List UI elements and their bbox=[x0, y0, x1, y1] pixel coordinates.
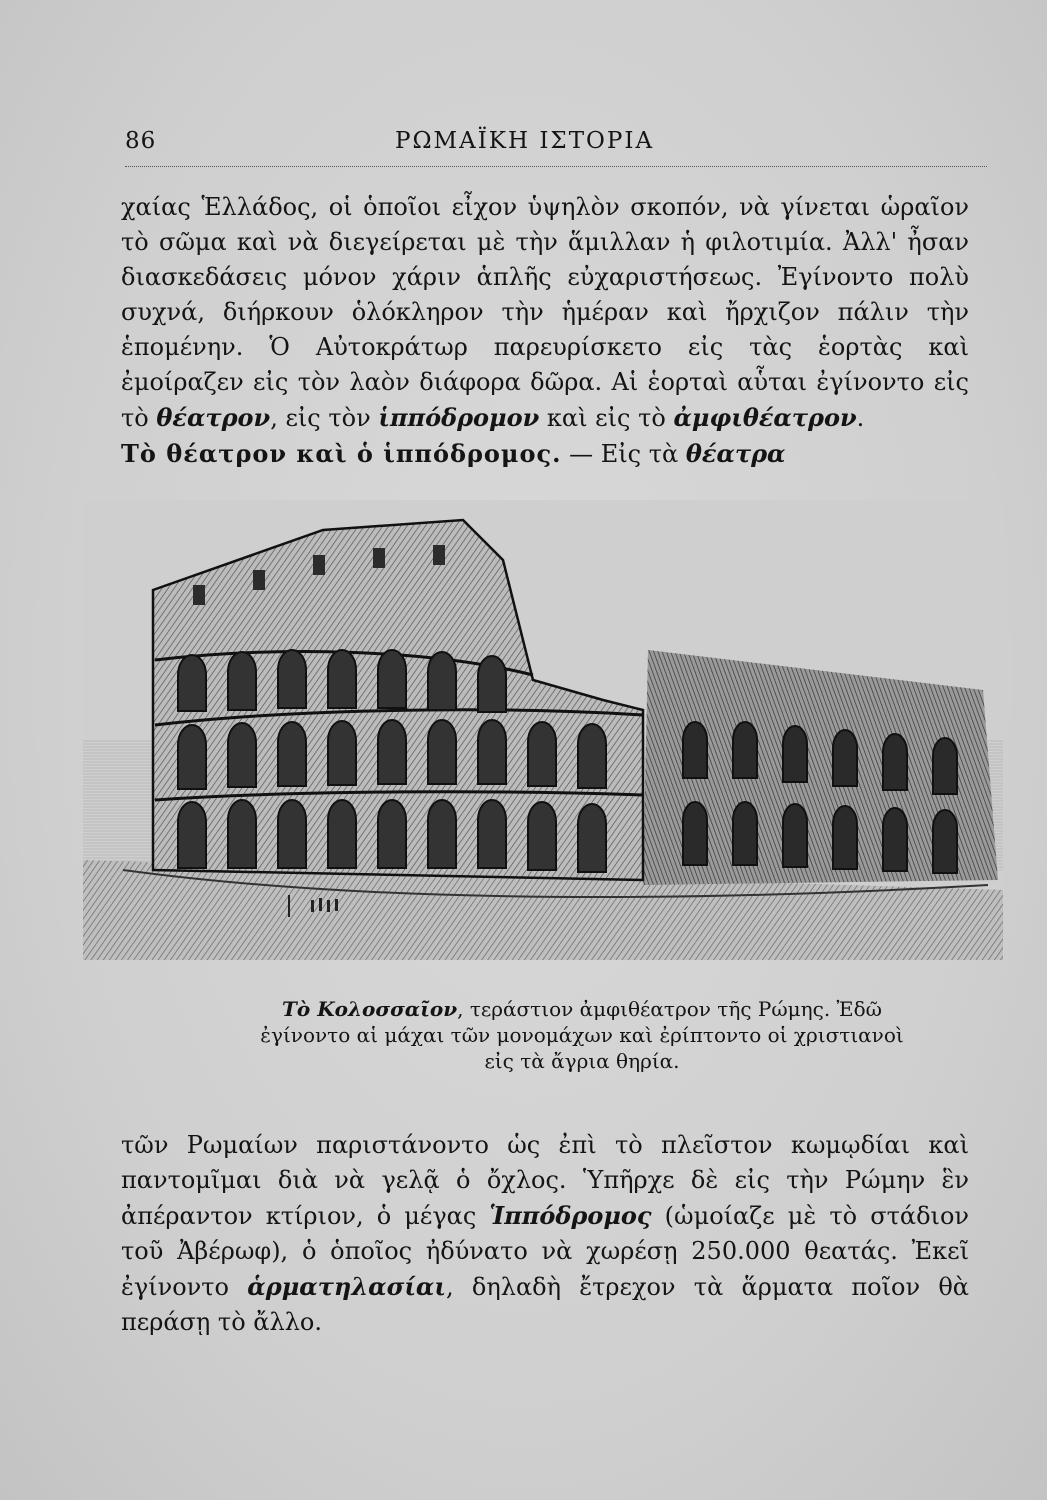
paragraph-theatre bbox=[121, 436, 969, 472]
figure-caption bbox=[252, 996, 912, 1074]
running-title: ΡΩΜΑΪΚΗ ΙΣΤΟΡΙΑ bbox=[395, 128, 655, 154]
colosseum-engraving bbox=[83, 500, 1003, 960]
paragraph-hippodrome bbox=[121, 1128, 969, 1340]
text-run: καὶ εἰς τὸ bbox=[539, 404, 674, 432]
text-run: , εἰς τὸν bbox=[270, 404, 379, 432]
colosseum-illustration bbox=[83, 500, 1003, 960]
page-number: 86 bbox=[125, 128, 157, 154]
upper-body-text bbox=[121, 190, 969, 472]
paragraph-festivals bbox=[121, 190, 969, 436]
text-run: — Εἰς τὰ bbox=[569, 440, 686, 468]
term-theatron: θέατρον bbox=[156, 403, 271, 432]
text-run: χαίας Ἑλλάδος, οἱ ὁποῖοι εἶχον ὑψηλὸν σκοπόν, νὰ γίνεται ὡραῖον τὸ σῶμα καὶ νὰ διεγείρεται μὲ τὴν ἅμιλλαν ἡ φιλοτιμία. Ἀλλ' ἦσαν διασκεδάσεις μόνον χάριν ἁπλῆς εὐχαριστήσεως. Ἐγίνοντο πολὺ συχνά, διήρκουν ὁλόκληρον τὴν ἡμέραν καὶ ἤρχιζον πάλιν τὴν ἑπομένην. Ὁ Αὐτοκράτωρ παρευρίσκετο εἰς τὰς ἑορτὰς καὶ ἐμοίραζεν εἰς τὸν λαὸν διάφορα δῶρα. Αἱ ἑορταὶ αὗται ἐγίνοντο εἰς τὸ bbox=[121, 193, 969, 432]
section-subheading: Τὸ θέατρον καὶ ὁ ἱππόδρομος. bbox=[121, 439, 562, 468]
text-run: . bbox=[856, 404, 865, 432]
caption-title: Τὸ Κολοσσαῖον bbox=[282, 997, 458, 1021]
term-harmatelasiai: ἁρματηλασίαι bbox=[247, 1272, 447, 1301]
page-header bbox=[125, 128, 987, 167]
term-amphitheatron: ἀμφιθέατρον bbox=[673, 403, 857, 432]
text-run: , δηλαδὴ ἔτρεχον τὰ ἅρματα ποῖον θὰ περάσῃ τὸ ἄλλο. bbox=[121, 1273, 969, 1336]
term-theatra: θέατρα bbox=[685, 439, 786, 468]
caption-text: , τεράστιον ἀμφιθέατρον τῆς Ρώμης. Ἐδῶ ἐγίνοντο αἱ μάχαι τῶν μονομάχων καὶ ἐρίπτοντο οἱ χριστιανοὶ εἰς τὰ ἄγρια θηρία. bbox=[260, 997, 904, 1073]
text-run: τῶν Ρωμαίων παριστάνοντο ὡς ἐπὶ τὸ πλεῖστον κωμῳδίαι καὶ παντομῖμαι διὰ νὰ γελᾷ ὁ ὄχλος. Ὑπῆρχε δὲ εἰς τὴν Ρώμην ἓν ἀπέραντον κτίριον, ὁ μέγας bbox=[121, 1131, 969, 1230]
text-run: (ὡμοίαζε μὲ τὸ στάδιον τοῦ Ἀβέρωφ), ὁ ὁποῖος ἠδύνατο νὰ χωρέσῃ 250.000 θεατάς. Ἐκεῖ ἐγίνοντο bbox=[121, 1202, 969, 1301]
term-hippodromon: ἱππόδρομον bbox=[378, 403, 540, 432]
lower-body-text bbox=[121, 1128, 969, 1340]
term-hippodromos: Ἱππόδρομος bbox=[489, 1201, 652, 1230]
